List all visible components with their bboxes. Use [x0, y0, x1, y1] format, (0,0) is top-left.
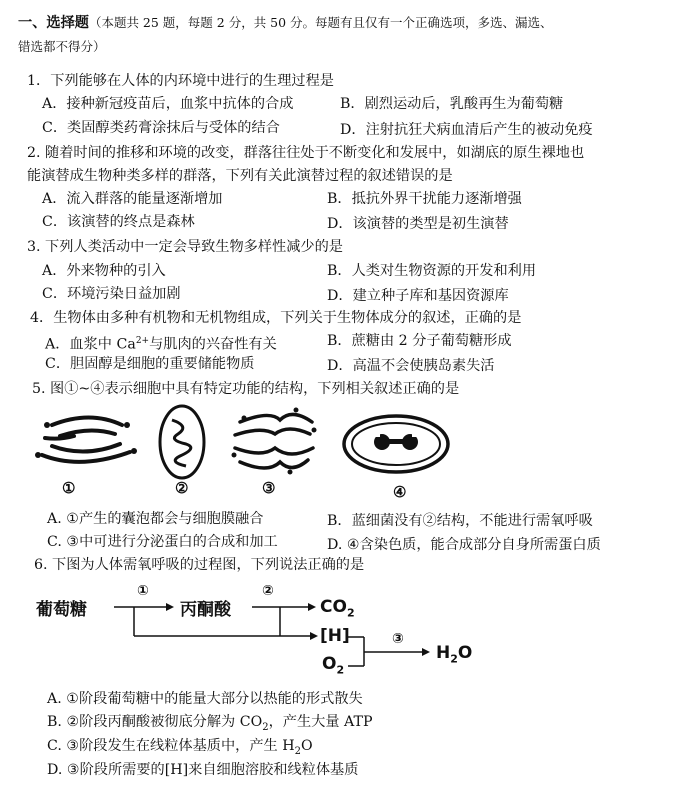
q5-option-d: D. ④含染色质，能合成部分自身所需蛋白质 [327, 537, 601, 553]
q6-option-d: D. ③阶段所需要的[H]来自细胞溶胶和线粒体基质 [47, 762, 359, 778]
q2-option-b: B．抵抗外界干扰能力逐渐增强 [327, 191, 522, 207]
q6-option-c: C. ③阶段发生在线粒体基质中，产生 $H_2O$ [47, 738, 313, 757]
q2-stem-2: 能演替成生物种类多样的群落，下列有关此演替过程的叙述错误的是 [27, 168, 453, 184]
q3-option-d: D．建立种子库和基因资源库 [327, 288, 509, 304]
chloroplast-drawing [344, 416, 448, 472]
q2-option-a: A．流入群落的能量逐渐增加 [42, 191, 223, 207]
section-heading: 一、选择题 [18, 15, 89, 31]
golgi-apparatus-drawing [35, 418, 137, 462]
section-instructions-2: 错选都不得分） [18, 39, 106, 54]
section-instructions-1: （本题共 25 题，每题 2 分，共 50 分。每题有且仅有一个正确选项，多选、漏选、 [88, 15, 553, 30]
q4-option-b: B．蔗糖由 2 分子葡萄糖形成 [327, 333, 512, 349]
step-1-label: ① [137, 583, 149, 599]
q4-option-c: C．胆固醇是细胞的重要储能物质 [45, 356, 255, 372]
q2-option-c: C．该演替的终点是森林 [42, 214, 195, 230]
h-label: [H] [320, 626, 350, 646]
q3-option-a: A．外来物种的引入 [42, 263, 166, 279]
q4-option-a: A．血浆中 $Ca^{2+}$与肌肉的兴奋性有关 [45, 336, 277, 353]
q2-stem: 2. 随着时间的推移和环境的改变，群落往往处于不断变化和发展中，如湖底的原生裸地也 [27, 145, 585, 161]
q5-option-c: C. ③中可进行分泌蛋白的合成和加工 [47, 534, 278, 550]
respiration-diagram-lines [30, 580, 490, 680]
q1-option-c: C．类固醇类药膏涂抹后与受体的结合 [42, 120, 280, 136]
q4-option-d: D．高温不会使胰岛素失活 [327, 358, 495, 374]
figure-label-3: ③ [262, 479, 276, 497]
pyruvate-label: 丙酮酸 [180, 600, 231, 620]
q5-stem: 5. 图①~④表示细胞中具有特定功能的结构，下列相关叙述正确的是 [32, 381, 460, 397]
figure-label-4: ④ [393, 483, 407, 501]
q3-stem: 3. 下列人类活动中一定会导致生物多样性减少的是 [27, 239, 343, 255]
q3-option-c: C．环境污染日益加剧 [42, 286, 181, 302]
q5-option-a: A. ①产生的囊泡都会与细胞膜融合 [47, 511, 264, 527]
co2-label: $CO_2$ [320, 597, 355, 620]
o2-label: $O_2$ [322, 654, 345, 677]
section-header-line1 [18, 14, 553, 32]
q2-option-d: D．该演替的类型是初生演替 [327, 216, 509, 232]
q1-option-d: D．注射抗狂犬病血清后产生的被动免疫 [340, 122, 593, 138]
figure-label-1: ① [62, 479, 76, 497]
q3-option-b: B．人类对生物资源的开发和利用 [327, 263, 537, 279]
q1-option-b: B．剧烈运动后，乳酸再生为葡萄糖 [340, 96, 564, 112]
q1-option-a: A．接种新冠疫苗后，血浆中抗体的合成 [42, 96, 294, 112]
q1-stem: 1．下列能够在人体的内环境中进行的生理过程是 [27, 73, 334, 89]
rough-er-drawing [232, 408, 317, 475]
h2o-label: $H_2O$ [436, 643, 473, 666]
figure-label-2: ② [175, 479, 189, 497]
step-3-label: ③ [392, 631, 404, 647]
q4-stem: 4．生物体由多种有机物和无机物组成，下列关于生物体成分的叙述，正确的是 [30, 310, 522, 326]
glucose-label: 葡萄糖 [36, 600, 87, 620]
q5-option-b: B．蓝细菌没有②结构，不能进行需氧呼吸 [327, 513, 593, 529]
step-2-label: ② [262, 583, 274, 599]
mitochondrion-drawing [160, 406, 204, 478]
q6-stem: 6. 下图为人体需氧呼吸的过程图，下列说法正确的是 [34, 557, 365, 573]
q6-option-a: A. ①阶段葡萄糖中的能量大部分以热能的形式散失 [47, 691, 363, 707]
q6-option-b: B. ②阶段丙酮酸被彻底分解为 $CO_2$，产生大量 ATP [47, 714, 373, 733]
